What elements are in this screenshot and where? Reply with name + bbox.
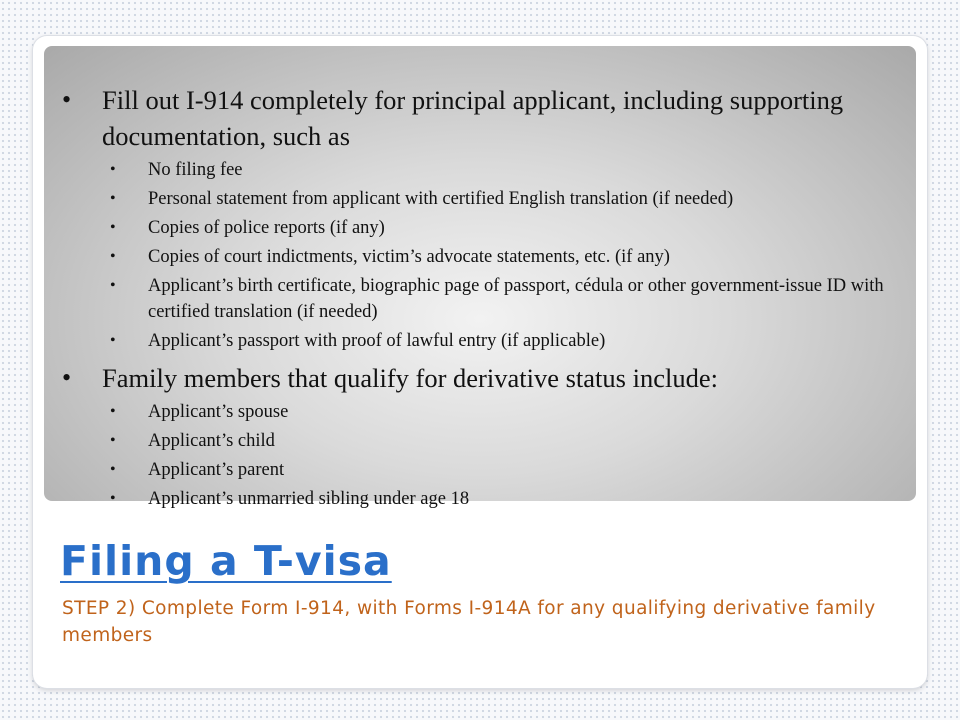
slide-title-link[interactable]: Filing a T-visa <box>60 537 392 585</box>
slide-subtitle: STEP 2) Complete Form I-914, with Forms I-914A for any qualifying derivative family members <box>62 598 876 646</box>
sub-bullet-item: • Applicant’s passport with proof of lawful entry (if applicable) <box>62 328 922 354</box>
bullet-item: • Family members that qualify for derivative status include: <box>62 360 922 396</box>
sub-bullet-list <box>62 157 922 354</box>
sub-bullet-item: • Applicant’s unmarried sibling under age 18 <box>62 486 922 512</box>
sub-bullet-item: • Copies of court indictments, victim’s advocate statements, etc. (if any) <box>62 244 922 270</box>
sub-bullet-item: • Copies of police reports (if any) <box>62 215 922 241</box>
sub-bullet-item: • Personal statement from applicant with certified English translation (if needed) <box>62 186 922 212</box>
sub-bullet-item: • No filing fee <box>62 157 922 183</box>
sub-bullet-list <box>62 399 922 512</box>
bullet-list <box>62 82 922 518</box>
sub-bullet-item: • Applicant’s child <box>62 428 922 454</box>
sub-bullet-item: • Applicant’s parent <box>62 457 922 483</box>
bullet-item: • Fill out I-914 completely for principal applicant, including supporting documentation, such as <box>62 82 922 154</box>
sub-bullet-item: • Applicant’s birth certificate, biographic page of passport, cédula or other government-issue ID with certified translation (if needed) <box>62 273 922 325</box>
sub-bullet-item: • Applicant’s spouse <box>62 399 922 425</box>
